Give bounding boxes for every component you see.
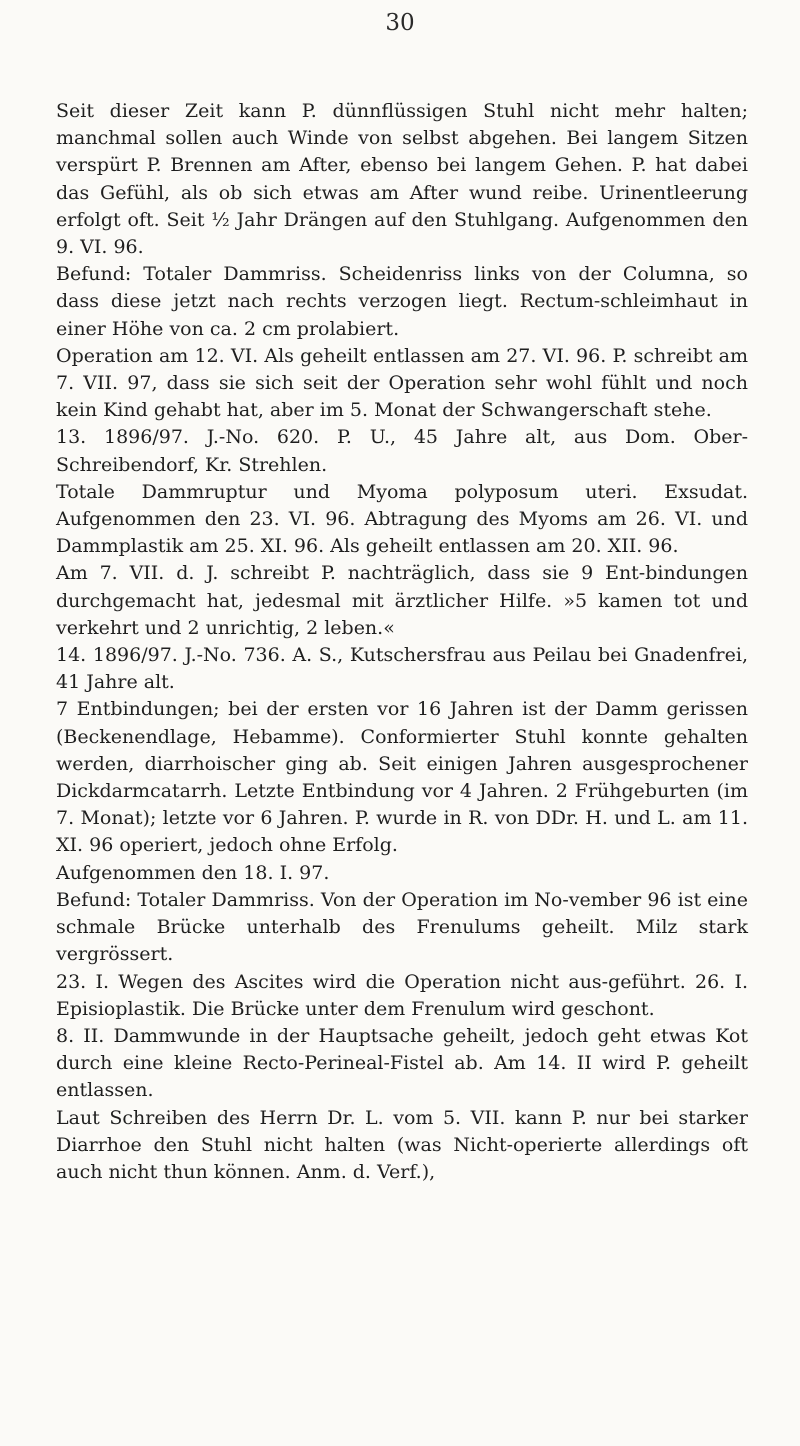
paragraph-8-history: 7 Entbindungen; bei der ersten vor 16 Jahren ist der Damm gerissen (Beckenendlage, Hebamme). Conformierter Stuhl konnte gehalten werden, diarrhoischer ging ab. Seit einigen Jahren ausgesprochener Dickdarmcatarrh. Letzte Entbindung vor 4 Jahren. 2 Frühgeburten (im 7. Monat); letzte vor 6 Jahren. P. wurde in R. von DDr. H. und L. am 11. XI. 96 operiert, jedoch ohne Erfolg.: [56, 698, 748, 857]
paragraph-12-healing: 8. II. Dammwunde in der Hauptsache geheilt, jedoch geht etwas Kot durch eine kleine Recto-Perineal-Fistel ab. Am 14. II wird P. geheilt entlassen.: [56, 1024, 748, 1102]
paragraph-6-letter: Am 7. VII. d. J. schreibt P. nachträglich, dass sie 9 Ent-bindungen durchgemacht hat, jedesmal mit ärztlicher Hilfe. »5 kamen tot und verkehrt und 2 unrichtig, 2 leben.«: [56, 562, 748, 639]
case-heading-13: 13. 1896/97. J.-No. 620. P. U., 45 Jahre alt, aus Dom. Ober-Schreibendorf, Kr. Strehlen.: [56, 426, 748, 476]
page-number: 30: [385, 10, 415, 36]
page-body: [56, 98, 748, 1186]
paragraph-9-admission: Aufgenommen den 18. I. 97.: [56, 861, 330, 884]
paragraph-5-diagnosis: Totale Dammruptur und Myoma polyposum uteri. Exsudat. Aufgenommen den 23. VI. 96. Abtragung des Myoms am 26. VI. und Dammplastik am 25. XI. 96. Als geheilt entlassen am 20. XII. 96.: [56, 480, 748, 558]
paragraph-3-operation: Operation am 12. VI. Als geheilt entlassen am 27. VI. 96. P. schreibt am 7. VII. 97, dass sie sich seit der Operation sehr wohl fühlt und noch kein Kind gehabt hat, aber im 5. Monat der Schwangerschaft stehe.: [56, 344, 748, 422]
paragraph-2-befund: Befund: Totaler Dammriss. Scheidenriss links von der Columna, so dass diese jetzt nach rechts verzogen liegt. Rectum-schleimhaut in einer Höhe von ca. 2 cm prolabiert.: [56, 263, 748, 340]
paragraph-11-ascites: 23. I. Wegen des Ascites wird die Operation nicht aus-geführt. 26. I. Episioplastik. Die Brücke unter dem Frenulum wird geschont.: [56, 970, 748, 1020]
paragraph-13-followup: Laut Schreiben des Herrn Dr. L. vom 5. VII. kann P. nur bei starker Diarrhoe den Stuhl nicht halten (was Nicht-operierte allerdings oft auch nicht thun können. Anm. d. Verf.),: [56, 1106, 748, 1183]
case-heading-14: 14. 1896/97. J.-No. 736. A. S., Kutschersfrau aus Peilau bei Gnadenfrei, 41 Jahre alt.: [56, 644, 748, 694]
paragraph-10-befund: Befund: Totaler Dammriss. Von der Operation im No-vember 96 ist eine schmale Brücke unterhalb des Frenulums geheilt. Milz stark vergrössert.: [56, 888, 748, 966]
paragraph-1: Seit dieser Zeit kann P. dünnflüssigen Stuhl nicht mehr halten; manchmal sollen auch Winde von selbst abgehen. Bei langem Sitzen verspürt P. Brennen am After, ebenso bei langem Gehen. P. hat dabei das Gefühl, als ob sich etwas am After wund reibe. Urinentleerung erfolgt oft. Seit ½ Jahr Drängen auf den Stuhlgang. Aufgenommen den 9. VI. 96.: [56, 100, 748, 259]
